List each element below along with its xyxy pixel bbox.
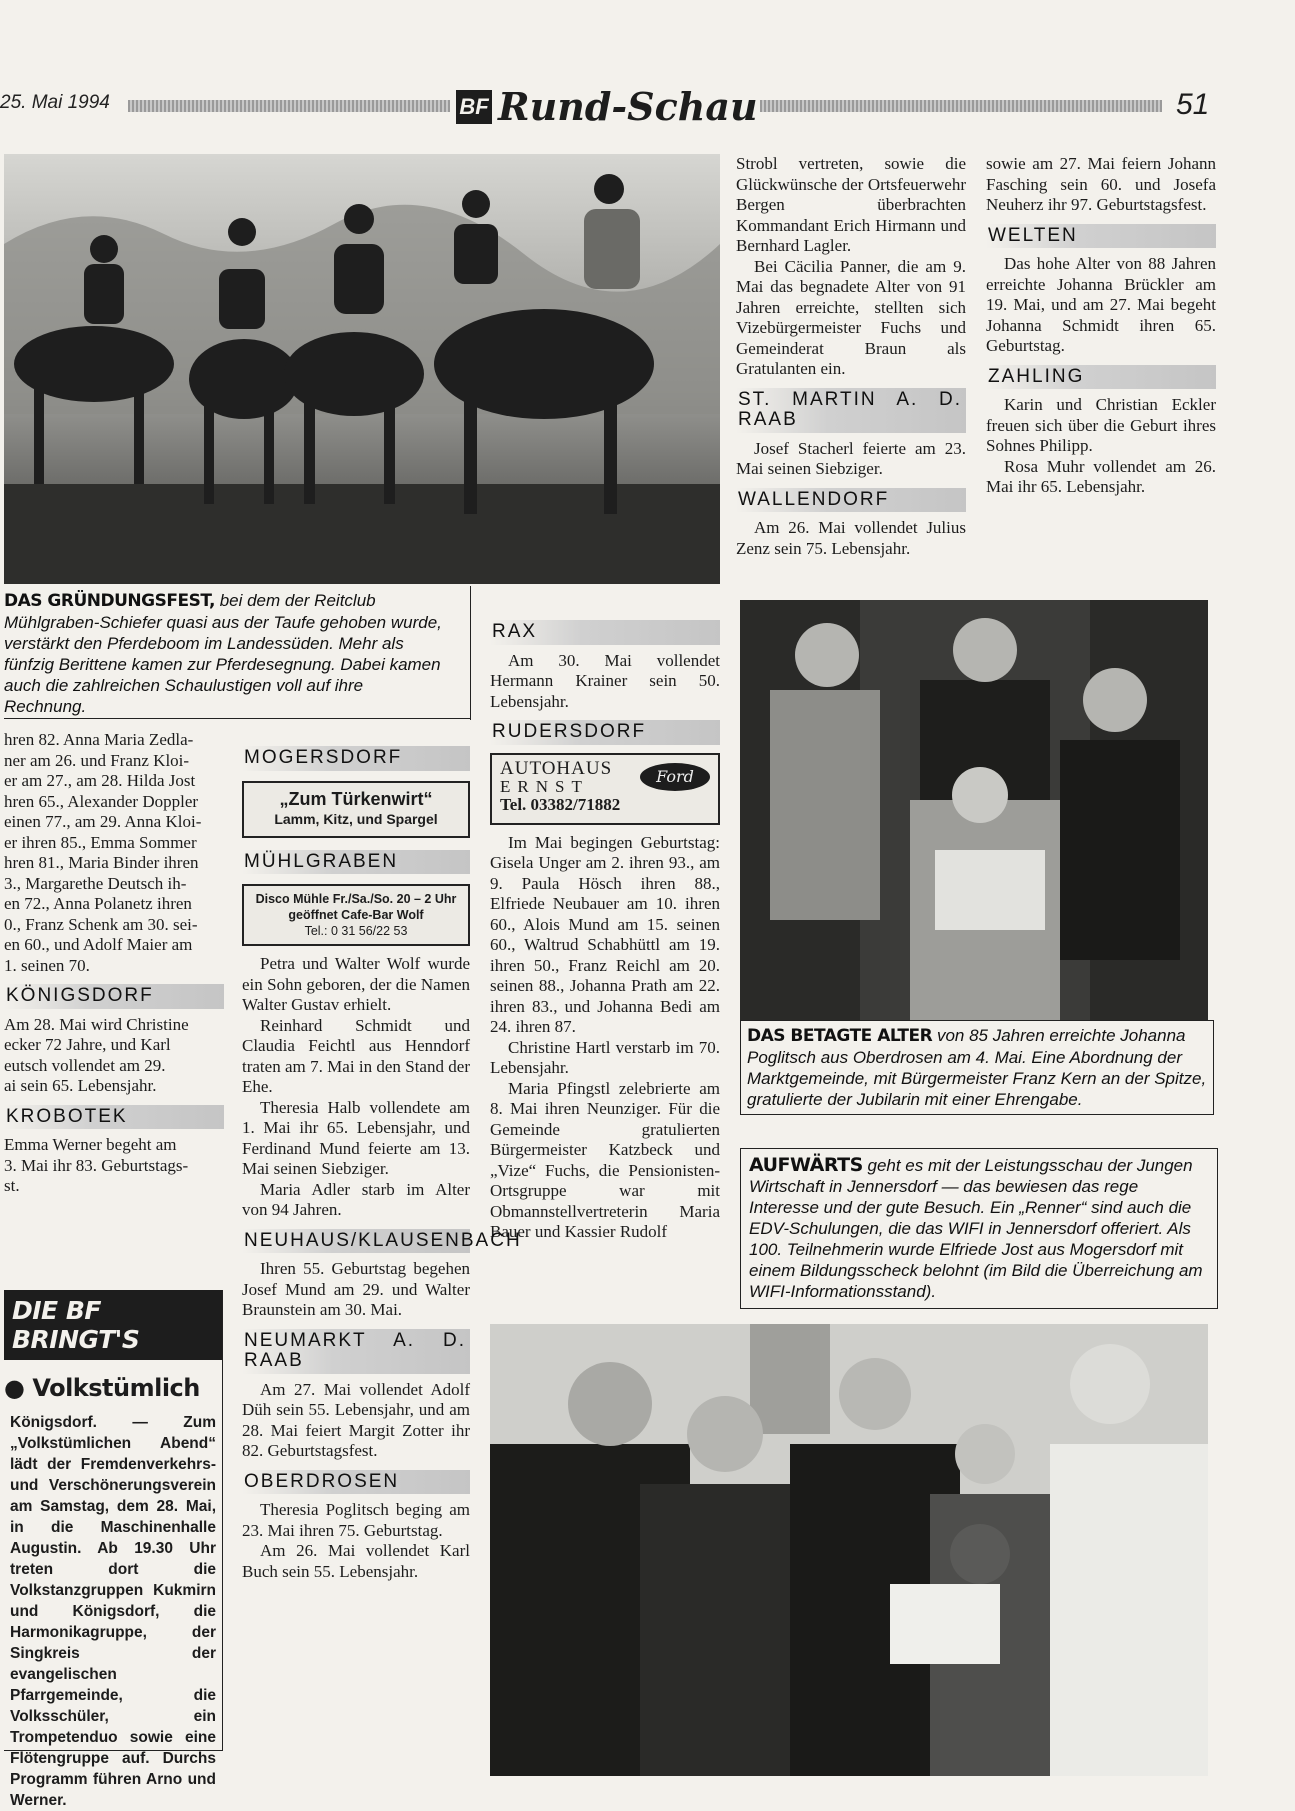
heading-wallendorf: WALLENDORF <box>736 488 966 513</box>
ad-line: „Zum Türkenwirt“ <box>279 788 433 809</box>
text-line: Emma Werner begeht am <box>4 1135 177 1154</box>
text-line: en 60., und Adolf Maier am <box>4 935 193 954</box>
bf-bringts-bar: DIE BF BRINGT'S <box>4 1290 222 1360</box>
bf-bringts-text: Königsdorf. — Zum „Volkstümlichen Abend“ lädt der Fremdenverkehrs- und Verschönerungsverein am Samstag, dem 28. Mai, in die Maschinenhalle Augustin. Ab 19.30 Uhr treten dort die Volkstanzgruppen Kukmirn und Königsdorf, die Harmonikagruppe, der Singkreis der evangelischen Pfarrgemeinde, die Volksschüler, ein Trompetenduo sowie eine Flötengruppe auf. Durchs Programm führen Arno und Werner. <box>10 1414 216 1809</box>
paragraph: Petra und Walter Wolf wurde ein Sohn geboren, der die Namen Walter Gustav erhielt. <box>242 954 470 1014</box>
bf-bringts-title: Volkstümlich <box>32 1374 200 1402</box>
paragraph: Das hohe Alter von 88 Jahren erreichte Johanna Brückler am 19. Mai, und am 27. Mai begeht Johanna Schmidt ihren 65. Geburtstag. <box>986 254 1216 355</box>
ad-phone: Tel. 03382/71882 <box>500 794 621 814</box>
column-2 <box>242 738 522 1582</box>
paragraph: Josef Stacherl feierte am 23. Mai seinen Siebziger. <box>736 438 966 478</box>
jubilarin-image <box>740 600 1208 1020</box>
caption-lead: DAS GRÜNDUNGSFEST, <box>4 591 215 611</box>
issue-date: 25. Mai 1994 <box>0 92 110 113</box>
paragraph: Karin und Christian Eckler freuen sich über die Geburt ihres Sohnes Philipp. <box>986 395 1216 455</box>
heading-neuhaus: NEUHAUS/KLAUSENBACH <box>242 1229 470 1254</box>
photo-wifi-award <box>490 1324 1208 1776</box>
ad-line: geöffnet Cafe-Bar Wolf <box>288 908 424 922</box>
ad-line: Disco Mühle Fr./Sa./So. 20 – 2 Uhr <box>255 892 457 906</box>
text-line: ecker 72 Jahre, und Karl <box>4 1035 171 1054</box>
ad-line: AUTOHAUS <box>500 757 613 779</box>
text-line: 0., Franz Schenk am 30. sei- <box>4 914 198 934</box>
column-3-top <box>736 154 966 559</box>
ford-logo: Ford <box>640 763 710 791</box>
paragraph: Im Mai begingen Geburtstag: Gisela Unger am 2. ihren 93., am 9. Paula Hösch ihren 88., Elfriede Neubauer am 10. ihren 60., Alois Mund am 15. seinen 60., Waltrud Schabhüttl am 19. ihren 50., Franz Reichl am 20. seinen 88., Johanna Prath am 22. ihren 83., und Johanna Bedi am 24. ihren 87. <box>490 832 720 1036</box>
ad-line: Lamm, Kitz, und Spargel <box>274 811 438 827</box>
text-line: hren 81., Maria Binder ihren <box>4 853 199 872</box>
heading-zahling: ZAHLING <box>986 365 1216 390</box>
heading-rax: RAX <box>490 620 720 645</box>
paragraph: Am 26. Mai vollendet Karl Buch sein 55. Lebensjahr. <box>242 1541 470 1581</box>
paragraph: Am 27. Mai vollendet Adolf Düh sein 55. Lebensjahr, und am 28. Mai feiert Margit Zotter ihr 82. Geburtstagsfest. <box>242 1379 470 1460</box>
paragraph: Bei Cäcilia Panner, die am 9. Mai das begnadete Alter von 91 Jahren erreichte, stellten sich Vizebürgermeister Fuchs und Gemeinderat Braun als Gratulanten ein. <box>736 256 966 378</box>
header-rule-left <box>128 100 450 112</box>
text-line: er ihren 85., Emma Sommer <box>4 832 197 852</box>
ad-disco-muehle <box>242 884 470 946</box>
caption-lead: AUFWÄRTS <box>749 1154 863 1176</box>
paragraph: Theresia Poglitsch beging am 23. Mai ihren 75. Geburtstag. <box>242 1500 470 1540</box>
heading-welten: WELTEN <box>986 224 1216 249</box>
heading-rudersdorf: RUDERSDORF <box>490 720 720 745</box>
caption-lead: DAS BETAGTE ALTER <box>747 1026 933 1046</box>
text-line: Am 28. Mai wird Christine <box>4 1014 189 1034</box>
column-rax-rudersdorf <box>490 612 720 1243</box>
bullet-icon: ● <box>4 1374 25 1402</box>
heading-krobotek: KROBOTEK <box>4 1105 224 1130</box>
caption-text: von 85 Jahren erreichte Johanna Poglitsch aus Oberdrosen am 4. Mai. Eine Abordnung der Marktgemeinde, mit Bürgermeister Franz Kern an der Spitze, gratulierte der Jubilarin mit einer Ehrengabe. <box>747 1026 1207 1109</box>
jubilarin-caption <box>740 1020 1214 1115</box>
paragraph: sowie am 27. Mai feiern Johann Fasching sein 60. und Josefa Neuherz ihr 97. Geburtstagsfest. <box>986 154 1216 214</box>
text-line: ner am 26. und Franz Kloi- <box>4 750 190 770</box>
ad-line: ERNST <box>500 776 589 796</box>
text-line: st. <box>4 1176 20 1195</box>
aufwaerts-box <box>740 1148 1218 1309</box>
caption-rule <box>4 718 470 719</box>
bf-logo: BF <box>456 90 492 124</box>
text-line: 3., Margarethe Deutsch ih- <box>4 873 187 893</box>
caption-text: geht es mit der Leistungsschau der Jungen Wirtschaft in Jennersdorf — das bewiesen das rege Interesse und der gute Besuch. Ein „Renner“ sind auch die EDV-Schulungen, die das WIFI in Jennersdorf offeriert. Als 100. Teilnehmerin wurde Elfriede Jost aus Mogersdorf mit einem Bildungsscheck belohnt (im Bild die Überreichung am WIFI-Informationsstand). <box>749 1156 1203 1301</box>
heading-neumarkt: NEUMARKT A. D. RAAB <box>242 1329 470 1374</box>
text-line: einen 77., am 29. Anna Kloi- <box>4 812 202 831</box>
text-line: en 72., Anna Polanetz ihren <box>4 894 192 913</box>
heading-oberdrosen: OBERDROSEN <box>242 1470 470 1495</box>
paragraph: Am 26. Mai vollendet Julius Zenz sein 75. Lebensjahr. <box>736 518 966 558</box>
riders-caption <box>4 590 444 717</box>
text-line: ai sein 65. Lebensjahr. <box>4 1076 157 1095</box>
award-image <box>490 1324 1208 1776</box>
paragraph: Rosa Muhr vollendet am 26. Mai ihr 65. Lebensjahr. <box>986 456 1216 496</box>
caption-text: bei dem der Reitclub Mühlgraben-Schiefer quasi aus der Taufe gehoben wurde, verstärkt den Pferdeboom im Landessüden. Mehr als fünfzig Berittene kamen zur Pferdesegnung. Dabei kamen auch die zahlreichen Schaulustigen voll auf ihre Rechnung. <box>4 591 442 716</box>
heading-muehlgraben: MÜHLGRABEN <box>242 850 470 875</box>
text-line: hren 82. Anna Maria Zedla- <box>4 730 194 749</box>
heading-koenigsdorf: KÖNIGSDORF <box>4 984 224 1009</box>
paragraph: Reinhard Schmidt und Claudia Feichtl aus Henndorf traten am 7. Mai in den Stand der Ehe. <box>242 1015 470 1096</box>
paragraph: Am 30. Mai vollendet Hermann Krainer sein 50. Lebensjahr. <box>490 650 720 711</box>
text-line: er am 27., am 28. Hilda Jost <box>4 771 196 790</box>
bf-bringts-title-row <box>4 1374 222 1402</box>
column-1 <box>4 730 224 1197</box>
photo-jubilarin <box>740 600 1208 1020</box>
header-rule-right <box>760 100 1162 112</box>
bf-bringts-box <box>4 1290 223 1809</box>
ad-phone: Tel.: 0 31 56/22 53 <box>304 924 408 938</box>
ad-autohaus-ernst <box>490 753 720 825</box>
paragraph: Strobl vertreten, sowie die Glückwünsche der Ortsfeuerwehr Bergen überbrachten Kommandant Erich Hirmann und Bernhard Lagler. <box>736 154 966 255</box>
caption-rule-v <box>470 586 471 720</box>
ad-tuerkenwirt <box>242 781 470 838</box>
heading-mogersdorf: MOGERSDORF <box>242 746 470 771</box>
paragraph: Christine Hartl verstarb im 70. Lebensjahr. <box>490 1037 720 1077</box>
heading-st-martin: ST. MARTIN A. D. RAAB <box>736 388 966 433</box>
text-line: eutsch vollendet am 29. <box>4 1055 166 1075</box>
text-line: hren 65., Alexander Doppler <box>4 791 199 811</box>
photo-riders <box>4 154 720 584</box>
page-number: 51 <box>1176 88 1210 121</box>
text-line: 1. seinen 70. <box>4 955 90 975</box>
paragraph: Maria Adler starb im Alter von 94 Jahren. <box>242 1179 470 1219</box>
text-line: 3. Mai ihr 83. Geburtstags- <box>4 1155 189 1175</box>
paragraph: Maria Pfingstl zelebrierte am 8. Mai ihren Neunziger. Für die Gemeinde gratulierten Bürgermeister Katzbeck und „Vize“ Fuchs, die Pensionisten-Ortsgruppe war mit Obmannstellvertreterin Maria Bauer und Kassier Rudolf <box>490 1078 720 1241</box>
riders-image <box>4 154 720 584</box>
column-4-top <box>986 154 1216 498</box>
paragraph: Theresia Halb vollendete am 1. Mai ihr 65. Lebensjahr, und Ferdinand Mund feierte am 13. Mai seinen Siebziger. <box>242 1097 470 1178</box>
paragraph: Ihren 55. Geburtstag begehen Josef Mund am 29. und Walter Braunstein am 30. Mai. <box>242 1259 470 1319</box>
section-title: Rund-Schau <box>498 84 758 129</box>
